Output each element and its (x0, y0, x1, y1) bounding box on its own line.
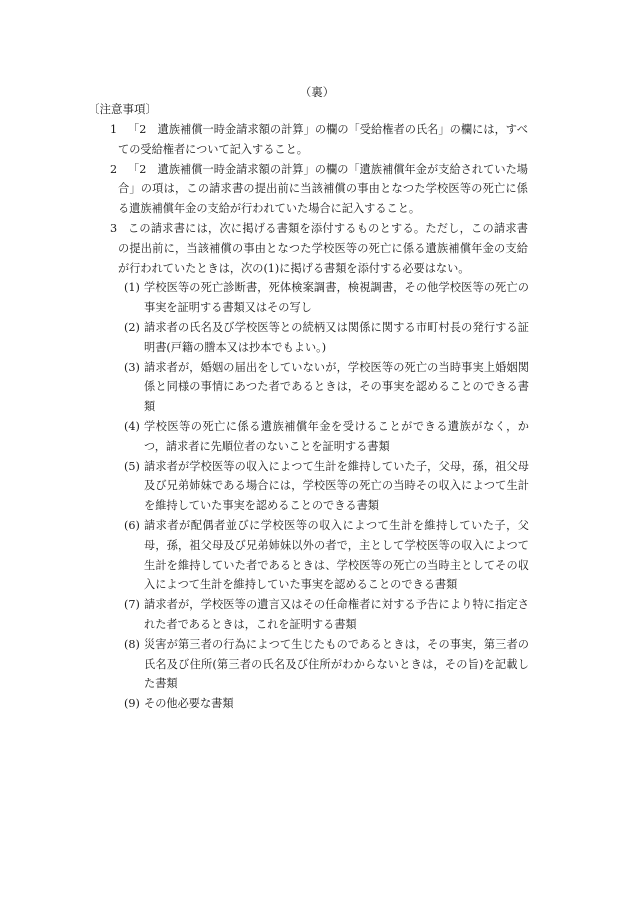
note-subitem (124, 358, 529, 417)
note-subitem-number: (4) (124, 419, 140, 433)
note-subitem-number: (2) (124, 320, 140, 334)
notes-list (0, 120, 630, 714)
note-subitem (124, 694, 529, 714)
note-subitem-text: その他必要な書類 (144, 697, 234, 711)
note-item-number: 3 (110, 221, 118, 235)
note-subitem-text: 請求者の氏名及び学校医等との続柄又は関係に関する市町村長の発行する証明書(戸籍の謄本又は抄本でもよい。) (144, 320, 529, 354)
note-subitem-text: 災害が第三者の行為によつて生じたものであるときは，その事実，第三者の氏名及び住所(第三者の氏名及び住所がわからないときは，その旨)を記載した書類 (144, 637, 529, 691)
note-subitem-number: (8) (124, 637, 140, 651)
note-subitem-text: 請求者が，婚姻の届出をしていないが，学校医等の死亡の当時事実上婚姻関係と同様の事情にあつた者であるときは，その事実を認めることのできる書類 (144, 360, 529, 414)
note-subitem (124, 457, 529, 516)
notes-heading: 〔注意事項〕 (88, 102, 157, 116)
note-subitem-text: 請求者が，学校医等の遺言又はその任命権者に対する予告により特に指定された者であるときは，これを証明する書類 (144, 598, 529, 631)
note-subitem (124, 635, 529, 694)
note-item-text: 「2 遺族補償一時金請求額の計算」の欄の「遺族補償年金が支給されていた場合」の項は，この請求書の提出前に当該補償の事由となつた学校医等の死亡に係る遺族補償年金の支給が行われていた場合に記入すること。 (118, 162, 528, 216)
note-subitem-text: 学校医等の死亡診断書，死体検案調書，検視調書，その他学校医等の死亡の事実を証明する書類又はその写し (144, 281, 529, 315)
note-subitem (124, 417, 529, 457)
note-item-text: この請求書には，次に掲げる書類を添付するものとする。ただし，この請求書の提出前に，当該補償の事由となつた学校医等の死亡に係る遺族補償年金の支給が行われていたときは，次の(1)に掲げる書類を添付する必要はない。 (118, 221, 528, 275)
note-item-text: 「2 遺族補償一時金請求額の計算」の欄の「受給権者の氏名」の欄には，すべての受給権者について記入すること。 (118, 123, 528, 156)
note-subitem-number: (5) (124, 459, 140, 473)
note-subitem-number: (7) (124, 598, 140, 612)
note-item (110, 120, 528, 160)
note-subitem-number: (6) (124, 518, 140, 532)
note-item (110, 160, 528, 219)
note-subitem-number: (1) (124, 281, 140, 295)
note-subitem (124, 318, 529, 358)
note-subitem-number: (3) (124, 360, 140, 374)
note-subitem-text: 請求者が配偶者並びに学校医等の収入によつて生計を維持していた子，父母，孫，祖父母及び兄弟姉妹以外の者で，主として学校医等の収入によつて生計を維持していた者であるときは、学校医等の死亡の当時主としてその収入によつて生計を維持していた事実を認めることのできる書類 (144, 518, 529, 592)
note-subitem-number: (9) (124, 697, 140, 711)
note-item-number: 1 (110, 123, 118, 136)
note-subitem (124, 278, 529, 318)
note-subitem-text: 請求者が学校医等の収入によつて生計を維持していた子，父母，孫，祖父母及び兄弟姉妹である場合には，学校医等の死亡の当時その収入によつて生計を維持していた事実を認めることのできる書類 (144, 459, 529, 513)
note-subitem-text: 学校医等の死亡に係る遺族補償年金を受けることができる遺族がなく，かつ，請求者に先順位者のないことを証明する書類 (144, 419, 529, 453)
page-side-title: （裏） (299, 85, 335, 99)
note-item (110, 219, 528, 278)
note-subitem (124, 595, 529, 635)
note-subitem (124, 516, 529, 595)
note-item-number: 2 (110, 162, 118, 176)
